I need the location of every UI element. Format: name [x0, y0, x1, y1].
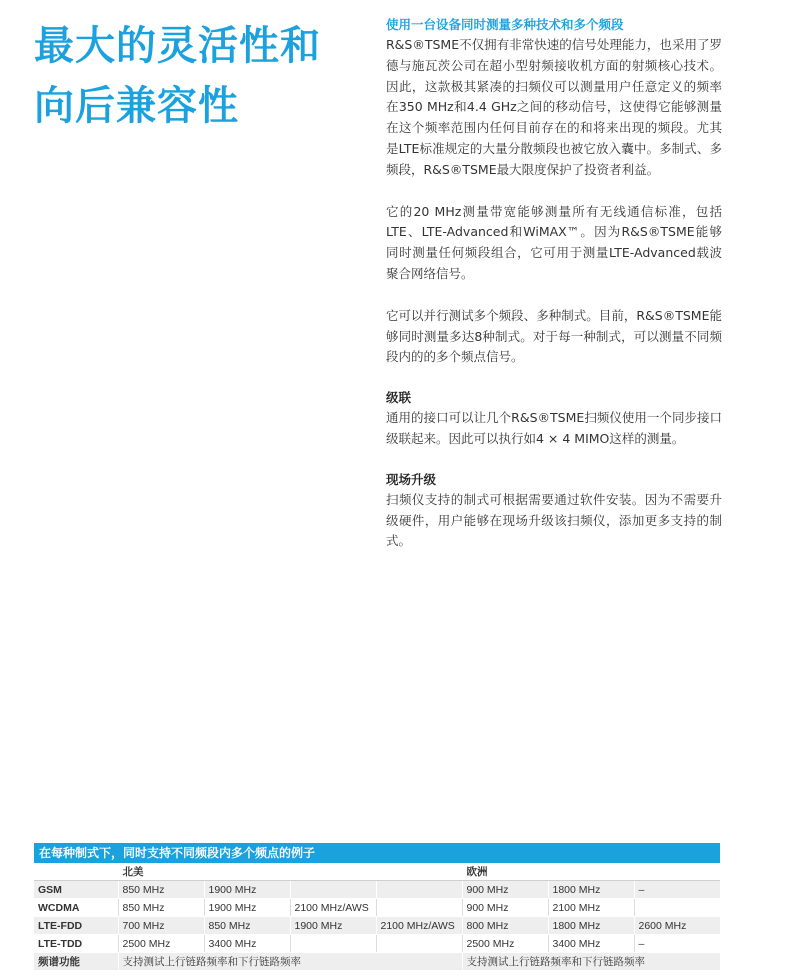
table-cell	[634, 899, 720, 917]
header-north-america: 北美	[118, 863, 462, 881]
table-cell	[290, 881, 376, 899]
table-row-spectrum	[34, 953, 720, 971]
headline-line-1: 最大的灵活性和	[34, 23, 321, 69]
table-cell: 2600 MHz	[634, 917, 720, 935]
table-row	[34, 917, 720, 935]
headline-line-2: 向后兼容性	[34, 83, 239, 129]
table-cell: 850 MHz	[118, 881, 204, 899]
paragraph-cascade: 通用的接口可以让几个R&S®TSME扫频仪使用一个同步接口级联起来。因此可以执行如4 × 4 MIMO这样的测量。	[386, 410, 722, 446]
table-cell: 3400 MHz	[548, 935, 634, 953]
table-cell	[376, 899, 462, 917]
table-cell: 2100 MHz/AWS	[290, 899, 376, 917]
table-grid	[34, 863, 720, 971]
table-cell: 3400 MHz	[204, 935, 290, 953]
table-cell: 2500 MHz	[462, 935, 548, 953]
section-heading-cascade: 级联	[386, 390, 412, 406]
table-cell: 支持测试上行链路频率和下行链路频率	[118, 953, 462, 971]
table-cell: 900 MHz	[462, 899, 548, 917]
table-cell: 800 MHz	[462, 917, 548, 935]
table-cell: –	[634, 881, 720, 899]
header-empty	[34, 863, 118, 881]
table-cell: 900 MHz	[462, 881, 548, 899]
table-cell: 700 MHz	[118, 917, 204, 935]
paragraph-bandwidth: 它的20 MHz测量带宽能够测量所有无线通信标准，包括LTE、LTE-Advanced和WiMAX™。因为R&S®TSME能够同时测量任何频段组合，它可用于测量LTE-Advanced载波聚合网络信号。	[386, 203, 722, 281]
row-label: GSM	[34, 881, 118, 899]
table-cell: 2100 MHz	[548, 899, 634, 917]
table-cell: 1900 MHz	[204, 899, 290, 917]
table-cell: 1800 MHz	[548, 917, 634, 935]
header-europe: 欧洲	[462, 863, 720, 881]
section-heading-multi-tech: 使用一台设备同时测量多种技术和多个频段	[386, 17, 624, 32]
paragraph-field-upgrade: 扫频仪支持的制式可根据需要通过软件安装。因为不需要升级硬件，用户能够在现场升级该扫频仪，添加更多支持的制式。	[386, 491, 722, 549]
table-row	[34, 935, 720, 953]
table-row	[34, 899, 720, 917]
table-cell: 850 MHz	[204, 917, 290, 935]
table-cell: 2500 MHz	[118, 935, 204, 953]
table-cell: 1800 MHz	[548, 881, 634, 899]
page-headline	[34, 16, 364, 136]
row-label: LTE-FDD	[34, 917, 118, 935]
frequency-example-table	[34, 843, 720, 971]
table-cell: 850 MHz	[118, 899, 204, 917]
row-label: WCDMA	[34, 899, 118, 917]
table-cell: 2100 MHz/AWS	[376, 917, 462, 935]
table-cell: 支持测试上行链路频率和下行链路频率	[462, 953, 720, 971]
table-title: 在每种制式下，同时支持不同频段内多个频点的例子	[34, 843, 720, 863]
body-column	[386, 15, 722, 552]
table-row	[34, 881, 720, 899]
section-heading-field-upgrade: 现场升级	[386, 471, 437, 487]
paragraph-signal-processing: R&S®TSME不仅拥有非常快速的信号处理能力，也采用了罗德与施瓦茨公司在超小型射频接收机方面的射频核心技术。因此，这款极其紧凑的扫频仪可以测量用户任意定义的频率在350 MHz和4.4 GHz之间的移动信号，这使得它能够测量在这个频率范围内任何目前存在的和将来出现的频段。尤其是LTE标准规定的大量分散频段也被它放入囊中。多制式、多频段，R&S®TSME最大限度保护了投资者利益。	[386, 37, 722, 177]
paragraph-parallel-test: 它可以并行测试多个频段、多种制式。目前，R&S®TSME能够同时测量多达8种制式。对于每一种制式，可以测量不同频段内的的多个频点信号。	[386, 307, 722, 365]
table-cell: 1900 MHz	[204, 881, 290, 899]
table-cell: 1900 MHz	[290, 917, 376, 935]
table-cell	[376, 935, 462, 953]
row-label: 频谱功能	[34, 953, 118, 971]
table-cell	[376, 881, 462, 899]
table-header-row	[34, 863, 720, 881]
row-label: LTE-TDD	[34, 935, 118, 953]
table-cell: –	[634, 935, 720, 953]
table-cell	[290, 935, 376, 953]
